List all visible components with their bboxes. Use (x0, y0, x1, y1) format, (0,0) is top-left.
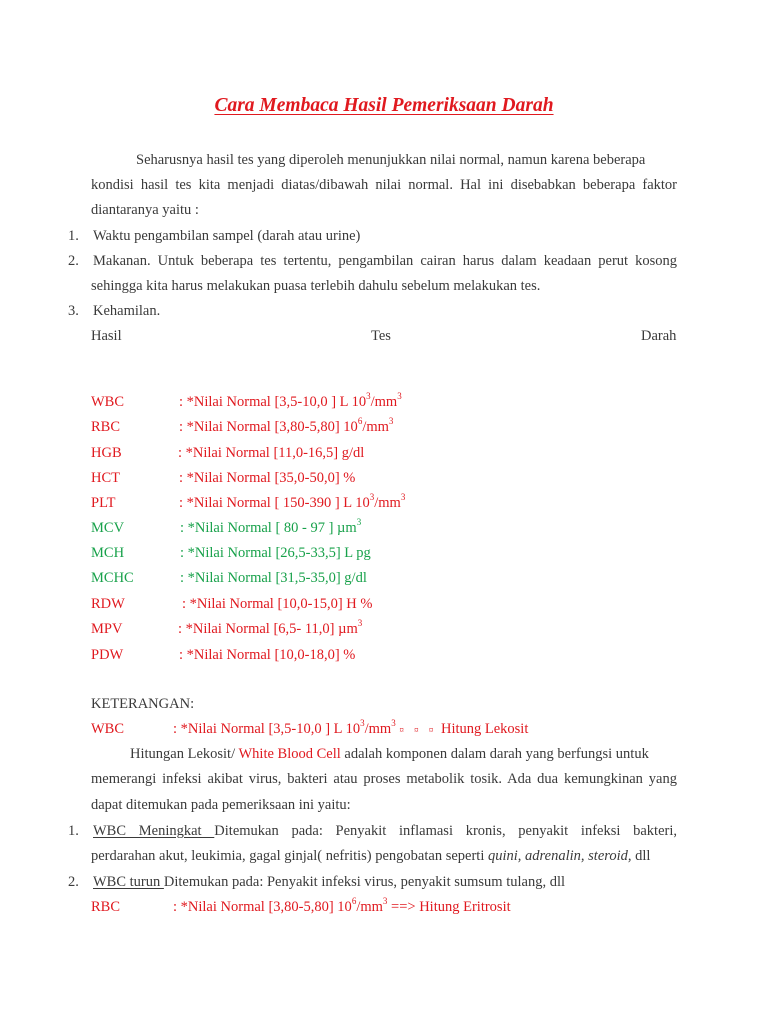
wbc-turun-label: WBC turun (93, 874, 164, 890)
test-range: : *Nilai Normal [31,5-35,0] g/dl (180, 570, 367, 586)
test-exponent: 3 (369, 492, 375, 503)
intro-line-2: kondisi hasil tes kita menjadi diatas/dibawah nilai normal. Hal ini disebabkan beberapa faktor (91, 177, 677, 193)
factor-text: Waktu pengambilan sampel (darah atau urine) (93, 228, 361, 244)
test-range: : *Nilai Normal [10,0-18,0] % (179, 647, 356, 663)
test-code-rbc: RBC (91, 419, 121, 435)
test-code-mcv: MCV (91, 520, 125, 536)
item-number: 1. (68, 823, 79, 839)
test-range: : *Nilai Normal [26,5-33,5] L pg (180, 545, 371, 561)
keterangan-rbc-code: RBC (91, 899, 121, 915)
item-text: Ditemukan pada: Penyakit inflamasi kronis, penyakit infeksi bakteri, (214, 823, 677, 839)
wbc-target: Hitung Lekosit (440, 721, 529, 737)
test-value-plt (179, 492, 406, 512)
keterangan-wbc-code: WBC (91, 721, 125, 737)
factor-number: 1. (68, 228, 79, 244)
test-unit: /mm (374, 495, 401, 511)
rbc-target: Hitung Eritrosit (419, 899, 511, 915)
item-text: perdarahan akut, leukimia, gagal ginjal( nefritis) pengobatan seperti (91, 848, 488, 864)
test-exponent: 3 (366, 391, 371, 402)
item-line-2 (91, 848, 650, 865)
keterangan-rbc-value (173, 896, 511, 916)
test-range: : *Nilai Normal [ 80 - 97 ] µm (180, 520, 357, 536)
test-value-hct (179, 470, 355, 487)
test-unit-exponent: 3 (400, 492, 406, 503)
test-exponent: 3 (356, 517, 362, 528)
test-code-wbc: WBC (91, 394, 125, 410)
factor-text: Kehamilan. (93, 303, 161, 319)
test-range: : *Nilai Normal [ 150-390 ] L 10 (179, 495, 370, 511)
factor-number: 3. (68, 303, 79, 319)
test-value-rdw (182, 596, 372, 613)
arrow: ==> (391, 899, 416, 915)
test-range: : *Nilai Normal [10,0-15,0] H % (182, 596, 373, 612)
test-value-mchc (180, 570, 367, 587)
test-value-mcv (180, 517, 362, 537)
para-text: adalah komponen dalam darah yang berfungsi untuk (340, 746, 649, 762)
wbc-unit: /mm (364, 721, 392, 737)
test-range: : *Nilai Normal [3,5-10,0 ] L 10 (179, 394, 367, 410)
test-code-mpv: MPV (91, 621, 123, 637)
rbc-unit: /mm (356, 899, 383, 915)
test-value-hgb (178, 445, 364, 462)
subheading-word-3: Darah (641, 328, 677, 344)
subheading-word-1: Hasil (91, 328, 122, 344)
wbc-range: : *Nilai Normal [3,5-10,0 ] L 10 (173, 721, 361, 737)
test-code-hct: HCT (91, 470, 120, 486)
test-exponent: 3 (357, 618, 363, 629)
wbc-meningkat-label: WBC Meningkat (93, 823, 215, 839)
test-value-mch (180, 545, 371, 562)
item-number: 2. (68, 874, 79, 890)
para-line-1 (130, 746, 649, 763)
keterangan-wbc-value (173, 718, 529, 738)
test-range: : *Nilai Normal [11,0-16,5] g/dl (178, 445, 365, 461)
factor-text: Makanan. Untuk beberapa tes tertentu, pengambilan cairan harus dalam keadaan perut kosong (93, 253, 677, 269)
test-unit: /mm (370, 394, 398, 410)
rbc-exp: 6 (351, 896, 357, 907)
para-line-2: memerangi infeksi akibat virus, bakteri atau proses metabolik tosik. Ada dua kemungkinan yang (91, 771, 677, 787)
test-unit-exponent: 3 (397, 391, 402, 402)
drug-names: quini, adrenalin, steroid, (488, 848, 632, 864)
test-unit: /mm (362, 419, 389, 435)
test-code-rdw: RDW (91, 596, 125, 612)
symbol-glyphs: ¤ ¤ ¤ (399, 725, 438, 735)
keterangan-heading: KETERANGAN: (91, 696, 195, 712)
item-line-1 (93, 823, 677, 840)
wbc-exp: 3 (360, 718, 365, 729)
page-title: Cara Membaca Hasil Pemeriksaan Darah (214, 95, 554, 116)
test-code-mch: MCH (91, 545, 125, 561)
test-code-pdw: PDW (91, 647, 124, 663)
white-blood-cell-term: White Blood Cell (238, 746, 341, 762)
test-value-pdw (179, 647, 355, 664)
test-range: : *Nilai Normal [35,0-50,0] % (179, 470, 356, 486)
item-text: dll (631, 848, 651, 864)
test-unit-exponent: 3 (388, 416, 394, 427)
item-text: Ditemukan pada: Penyakit infeksi virus, penyakit sumsum tulang, dll (163, 874, 565, 890)
item-line (93, 874, 565, 891)
test-range: : *Nilai Normal [6,5- 11,0] µm (178, 621, 358, 637)
test-value-rbc (179, 416, 394, 436)
factor-text-cont: sehingga kita harus melakukan puasa terlebih dahulu sebelum melakukan tes. (91, 278, 541, 294)
factor-number: 2. (68, 253, 79, 269)
para-line-3: dapat ditemukan pada pemeriksaan ini yaitu: (91, 797, 351, 813)
test-code-plt: PLT (91, 495, 116, 511)
test-code-mchc: MCHC (91, 570, 134, 586)
para-text: Hitungan Lekosit/ (130, 746, 239, 762)
test-range: : *Nilai Normal [3,80-5,80] 10 (179, 419, 358, 435)
test-code-hgb: HGB (91, 445, 122, 461)
rbc-range: : *Nilai Normal [3,80-5,80] 10 (173, 899, 352, 915)
intro-line-1: Seharusnya hasil tes yang diperoleh menunjukkan nilai normal, namun karena beberapa (136, 152, 646, 168)
test-value-wbc (179, 391, 402, 411)
intro-line-3: diantaranya yaitu : (91, 202, 199, 218)
test-value-mpv (178, 618, 363, 638)
rbc-unit-exp: 3 (382, 896, 388, 907)
wbc-unit-exp: 3 (391, 718, 396, 729)
test-exponent: 6 (357, 416, 363, 427)
subheading-word-2: Tes (371, 328, 391, 344)
